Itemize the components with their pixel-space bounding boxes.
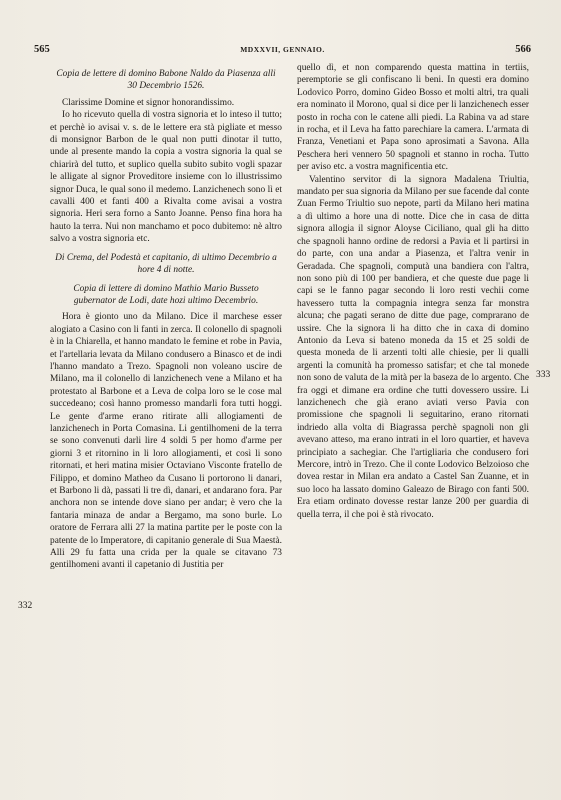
page-number-left: 565	[34, 44, 50, 55]
letter-body-continued: quello dì, et non comparendo questa mattina in tertiis, peremptorie se gli confiscano li beni. In questi era domino Lodovico Porro, domino Gideo Bosso et molti altri, tra quali era nominato il Morono, qual si dice per li lanzichenech esser posto in rocha con le catene alli piedi. La Rabina va ad stare in rocha, et il Leva ha fatto parechiare la camera. L'armata di Franza, Venetiani et Papa sono aprosimati a Savona. Alla Peschera heri vennero 50 spagnoli et stanno in rocha. Tutto per aviso etc. a vostra magnificentia etc.	[297, 63, 529, 173]
page-number-right: 566	[515, 44, 531, 55]
margin-number-right: 333	[536, 370, 551, 380]
letter-body-babone: Io ho ricevuto quella di vostra signoria et lo inteso il tutto; et perchè io avisai v. s. de le lettere era stà pigliate et messo di monsignor Barbon de le qual non putti dinotar il tutto, unde al presente mando la copia a vostra signoria la qual se chiarirà del tutto, et suplico quella subito subito vogli spazar le alligate al signor Proveditore insieme con lo illustrissimo signor Duca, le qual sono il medemo. Lanzichenech sono lì et cavalli 400 et fanti 400 a Rivalta come avisai a vostra signoria. Heri sera forno a Santo Joanne. Penso fina hora ha hauto la terra. Nui non manchamo et poco dubitemo: nè altro salvo a vostra signoria etc.	[50, 110, 282, 245]
letter-heading-babone: Copia de lettere di domino Babone Naldo da Piasenza alli 30 Decembrio 1526.	[56, 69, 276, 92]
section-heading-crema: Di Crema, del Podestà et capitanio, di ultimo Decembrio a hore 4 di notte.	[55, 252, 277, 276]
margin-number-left: 332	[18, 601, 33, 611]
letter-body-busseto: Hora è gionto uno da Milano. Dice il marchese esser alogiato a Casino con li fanti in zerca. Il colonello di spagnoli è in la Chiarella, et hanno mandato le femine et robe in Pavia, et l'artellaria levata da Milano condusero a Binasco et de indi l'hanno mandato a Trezo. Spagnoli non voleano uscire de Milano, ma il colonello di lanzichenech vene a Milano et ha protestato al Barbone et a Leva de colpa loro se le cose mal succedeano; così hanno promesso mandarli fora tutti hoggi. Le gente d'arme erano ritirate alli allogiamenti de lanzichenech in Porta Comasina. Li gentilhomeni de la terra se sono convenuti darli lire 4 soldi 5 per homo d'arme per giorni 3 et ritornino in li loro allogiamenti, et così li sono ritornati, et heri matina misier Octaviano Visconte fratello de Filippo, et domino Matheo da Cusano li portorono li danari, et Barbono li dà, passati li tre dì, danari, et andarano fora. Par anchora non se intende dove siano per andar; è vero che la fantaria minaza de andar a Bergamo, ma sono burle. Lo oratore de Ferrara alli 27 la matina partite per le poste con la patente de lo Imperatore, di capitanio generale di Sua Maestà. Alli 29 fu fatta una crida per la quale se citavano 73 gentilhomeni avanti il capetanio di Justitia per	[50, 312, 282, 571]
page-header	[34, 44, 531, 58]
letter-greeting: Clarissime Domine et signor honorandissimo.	[62, 97, 235, 108]
report-valentino: Valentino servitor di la signora Madalena Triultia, mandato per sua signoria da Milano per sue facende dal conte Zuan Fermo Triultio suo nepote, partì da Milano heri matina a dì ultimo a hore una di notte. Dice che in casa de ditta signora allogia il signor Aloyse Ciciliano, qual gli ha ditto che spagnoli hanno ordine de redorsi a Pavia et li partirsi in do parte, con una andar a Piasenza, et l'altra venir in Geradada. Che spagnoli, computà una bandiera con l'altra, non sono più di 100 per bandiera, et che queste due page li capi se le fanno pagar secondo li loro resti vechii come havessero tutta la compagnia integra senza far monstra alcuna; che pagati serano de ditte due page, comprarano de ussire. Che la signora li ha ditto che in caxa di domino Antonio da Leva si bateno moneda da 15 et 25 soldi de questa moneda de li arzenti tolti alle chiesie, per li qualli argenti la comunità ha promesso satisfar; et che tal monede non sono de valuta de la mità per la baseza de lo argento. Che fra oggi et dimane era ordine che tutti dovessero ussire. Li lanzichenech che già erano aviati verso Pavia con promissione che spagnoli li seguitarino, erano ritornati indriedo alla volta di Biagrassa perchè spagnoli non gli avevano atteso, ma erano intrati in el loro quartier, et haveva principiato a sachegiar. Che l'artigliaria che condusero fori Mercore, intrò in Trezo. Che il conte Lodovico Belzoioso che dovea restar in Milan era andato a Castel San Zuanne, et in suo loco ha lassato domino Galeazo de Birago con fanti 500. Era etiam ordinato dovesse restar lanze 200 per guardia di quella terra, il che poi è stà rivocato.	[297, 174, 529, 520]
right-column	[297, 62, 529, 521]
left-column	[50, 62, 282, 572]
letter-heading-busseto: Copia di lettere di domino Mathio Mario Busseto gubernator de Lodi, date hozi ultimo Decembrio.	[73, 283, 259, 306]
running-title: MDXXVII, GENNAIO.	[240, 45, 325, 54]
